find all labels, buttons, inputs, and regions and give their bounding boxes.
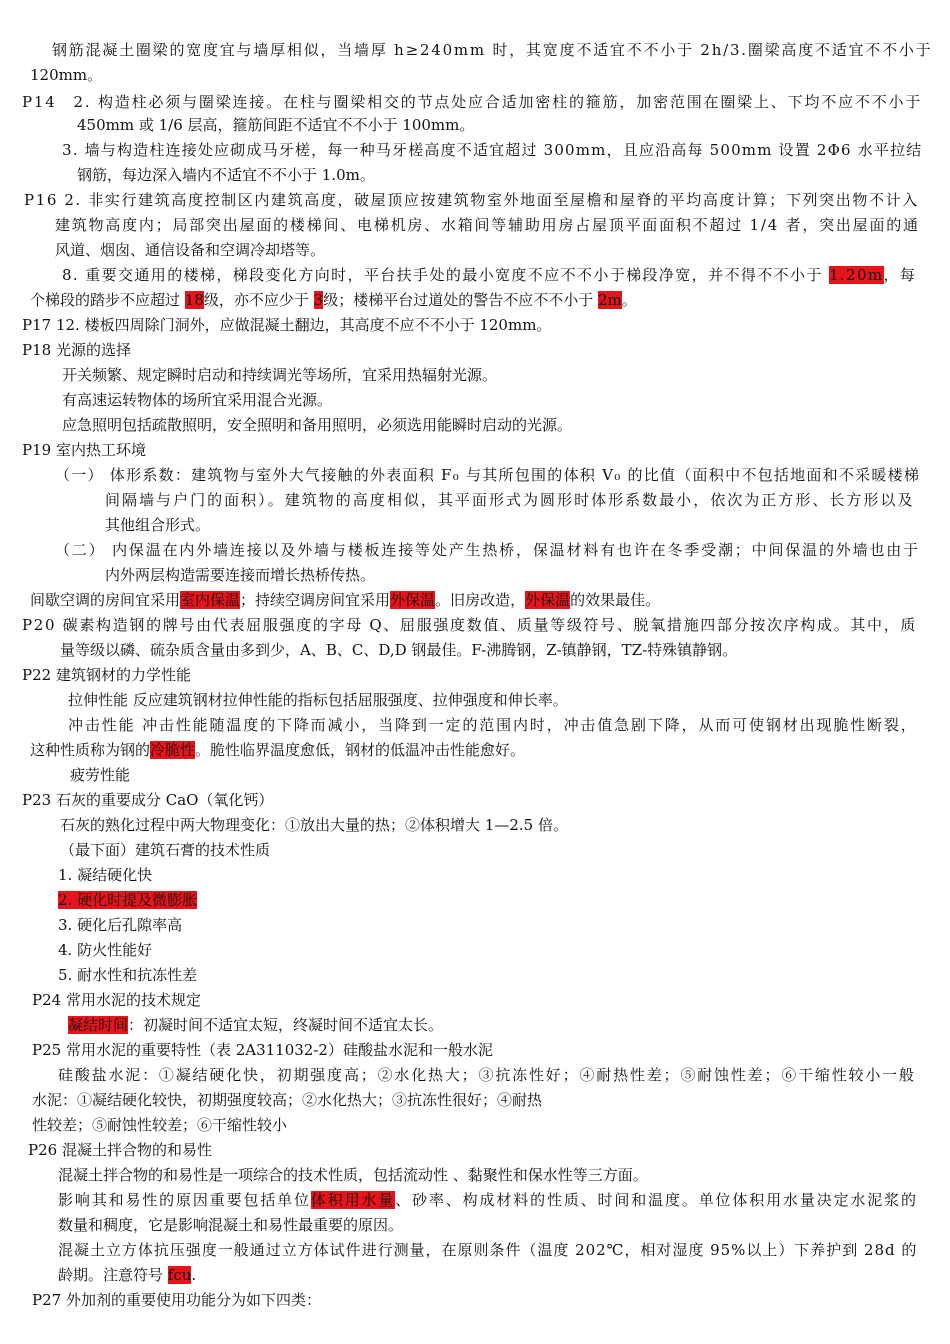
text-line xyxy=(22,665,191,685)
text-run: 。脆性临界温度愈低，钢材的低温冲击性能愈好。 xyxy=(195,741,526,759)
text-run: 5. 耐水性和抗冻性差 xyxy=(58,966,198,984)
text-line xyxy=(55,540,920,560)
text-run: 风道、烟囱、通信设备和空调冷却塔等。 xyxy=(55,241,326,259)
highlighted-text: 外保温 xyxy=(390,591,436,609)
text-run: P17 12. 楼板四周除门洞外，应做混凝土翻边，其高度不应不不小于 120mm。 xyxy=(22,316,552,334)
text-run: 间歇空调的房间宜采用 xyxy=(30,591,181,609)
highlighted-text: 1.20m xyxy=(828,266,884,284)
text-line xyxy=(105,565,375,585)
highlighted-text: 凝结时间 xyxy=(68,1016,129,1034)
text-run: 量等级以磷、硫杂质含量由多到少，A、B、C、D,D 钢最佳。F-沸腾钢，Z-镇静钢，TZ-特殊镇静钢。 xyxy=(60,641,738,659)
text-line xyxy=(58,915,182,935)
highlighted-text: 外保温 xyxy=(525,591,571,609)
text-line xyxy=(58,1065,916,1085)
text-line xyxy=(55,240,325,260)
text-line xyxy=(105,490,914,510)
text-run: 8. 重要交通用的楼梯，梯段变化方向时，平台扶手处的最小宽度不应不不小于梯段净宽，并不得不不小于 xyxy=(62,266,829,284)
text-line xyxy=(105,515,210,535)
text-run: （二） 内保温在内外墙连接以及外墙与楼板连接等处产生热桥，保温材料有也许在冬季受潮；中间保温的外墙也由于 xyxy=(55,541,920,559)
text-line xyxy=(55,215,920,235)
text-run: 疲劳性能 xyxy=(70,766,131,784)
text-run: 混凝土拌合物的和易性是一项综合的技术性质，包括流动性 、黏聚性和保水性等三方面。 xyxy=(58,1166,648,1184)
text-line xyxy=(68,1015,443,1035)
text-run: 120mm。 xyxy=(30,66,103,84)
text-line xyxy=(22,790,273,810)
text-run: 3. 硬化后孔隙率高 xyxy=(58,916,183,934)
text-run: P20 碳素构造钢的牌号由代表屈服强度的字母 Q、屈服强度数值、质量等级符号、脱氧措施四部分按次序构成。其中，质 xyxy=(22,616,918,634)
text-line xyxy=(24,190,919,210)
text-line xyxy=(58,1215,403,1235)
text-line xyxy=(77,165,375,185)
highlighted-text: 18 xyxy=(184,291,204,309)
text-line xyxy=(62,265,916,285)
text-run: 间隔墙与户门的面积）。建筑物的高度相似，其平面形式为圆形时体形系数最小，依次为正方形、长方形以及 xyxy=(105,491,915,509)
text-run: 钢筋混凝土圈梁的宽度宜与墙厚相似，当墙厚 h≥240mm 时，其宽度不适宜不不小于 2h/3.圈梁高度不适宜不不小于 xyxy=(52,41,933,59)
text-run: 龄期。注意符号 xyxy=(58,1266,168,1284)
text-line xyxy=(62,390,332,410)
text-run: 个梯段的踏步不应超过 xyxy=(30,291,185,309)
text-line xyxy=(22,92,922,112)
highlighted-text: 2. 硬化时提及微膨胀 xyxy=(58,891,198,909)
text-run: 3. 墙与构造柱连接处应砌成马牙槎，每一种马牙槎高度不适宜超过 300mm，且应沿高每 500mm 设置 2Φ6 水平拉结 xyxy=(62,141,923,159)
text-line xyxy=(62,140,922,160)
text-line xyxy=(58,1240,917,1260)
text-run: 影响其和易性的原因重要包括单位 xyxy=(58,1191,311,1209)
text-line xyxy=(32,990,201,1010)
text-run: 的效果最佳。 xyxy=(570,591,661,609)
text-run: ：初凝时间不适宜太短，终凝时间不适宜太长。 xyxy=(128,1016,444,1034)
text-line xyxy=(77,115,474,135)
text-run: 应急照明包括疏散照明，安全照明和备用照明，必须选用能瞬时启动的光源。 xyxy=(62,416,573,434)
text-line xyxy=(58,1190,918,1210)
text-run: P16 2. 非实行建筑高度控制区内建筑高度，破屋顶应按建筑物室外地面至屋檐和屋脊的平均高度计算；下列突出物不计入 xyxy=(24,191,919,209)
highlighted-text: 2m xyxy=(597,291,622,309)
text-line xyxy=(58,1165,648,1185)
text-line xyxy=(30,740,525,760)
text-run: P19 室内热工环境 xyxy=(22,441,146,459)
text-run: P24 常用水泥的技术规定 xyxy=(32,991,201,1009)
highlighted-text: 3 xyxy=(313,291,324,309)
text-run: 450mm 或 1/6 层高，箍筋间距不适宜不不小于 100mm。 xyxy=(77,116,475,134)
text-line xyxy=(62,415,572,435)
text-line xyxy=(30,65,102,85)
text-line xyxy=(58,965,197,985)
text-run: P22 建筑钢材的力学性能 xyxy=(22,666,191,684)
text-run: 级；楼梯平台过道处的警告不应不不小于 xyxy=(323,291,598,309)
text-run: 性较差；⑤耐蚀性较差；⑥干缩性较小 xyxy=(32,1116,288,1134)
text-line xyxy=(68,715,918,735)
text-run: 建筑物高度内；局部突出屋面的楼梯间、电梯机房、水箱间等辅助用房占屋顶平面面积不超过 1/4 者，突出屋面的通 xyxy=(55,216,920,234)
text-run: 数量和稠度，它是影响混凝土和易性最重要的原因。 xyxy=(58,1216,404,1234)
highlighted-text: 体积用水量 xyxy=(310,1191,396,1209)
text-line xyxy=(22,440,146,460)
text-line xyxy=(58,865,152,885)
text-line xyxy=(22,340,131,360)
text-run: 水泥：①凝结硬化较快，初期强度较高；②水化热大；③抗冻性很好；④耐热 xyxy=(32,1091,543,1109)
text-line xyxy=(32,1115,287,1135)
text-run: 其他组合形式。 xyxy=(105,516,211,534)
text-run: P23 石灰的重要成分 CaO（氧化钙） xyxy=(22,791,274,809)
text-run: 级，亦不应少于 xyxy=(203,291,314,309)
text-run: P18 光源的选择 xyxy=(22,341,131,359)
text-run: ；持续空调房间宜采用 xyxy=(240,591,391,609)
text-run: 钢筋，每边深入墙内不适宜不不小于 1.0m。 xyxy=(77,166,375,184)
text-line xyxy=(60,815,568,835)
text-run: 冲击性能 冲击性能随温度的下降而减小，当降到一定的范围内时，冲击值急剧下降，从而可使钢材出现脆性断裂， xyxy=(68,716,918,734)
text-run: 石灰的熟化过程中两大物理变化：①放出大量的热；②体积增大 1—2.5 倍。 xyxy=(60,816,568,834)
text-line xyxy=(58,890,197,910)
text-run: . xyxy=(191,1266,197,1284)
text-line xyxy=(22,615,917,635)
text-run: 拉伸性能 反应建筑钢材拉伸性能的指标包括屈服强度、拉伸强度和伸长率。 xyxy=(68,691,568,709)
text-line xyxy=(30,590,660,610)
text-line xyxy=(68,690,568,710)
text-run: P26 混凝土拌合物的和易性 xyxy=(28,1141,212,1159)
text-run: 这种性质称为钢的 xyxy=(30,741,151,759)
text-run: 1. 凝结硬化快 xyxy=(58,866,153,884)
text-run: 混凝土立方体抗压强度一般通过立方体试件进行测量，在原则条件（温度 202℃，相对湿度 95%以上）下养护到 28d 的 xyxy=(58,1241,918,1259)
text-line xyxy=(28,1140,212,1160)
text-line xyxy=(70,765,130,785)
highlighted-text: fcu xyxy=(167,1266,192,1284)
text-run: 有高速运转物体的场所宜采用混合光源。 xyxy=(62,391,333,409)
text-run: ，每 xyxy=(883,266,917,284)
text-run: 。 xyxy=(621,291,637,309)
text-run: P14 2. 构造柱必须与圈梁连接。在柱与圈梁相交的节点处应合适加密柱的箍筋，加密范围在圈梁上、下均不应不不小于 xyxy=(22,93,923,111)
text-line xyxy=(52,40,932,60)
text-line xyxy=(30,290,637,310)
text-run: P27 外加剂的重要使用功能分为如下四类： xyxy=(32,1291,321,1309)
text-run: 内外两层构造需要连接而增长热桥传热。 xyxy=(105,566,376,584)
text-line xyxy=(58,1265,196,1285)
text-run: 开关频繁、规定瞬时启动和持续调光等场所，宜采用热辐射光源。 xyxy=(62,366,498,384)
text-run: 、砂率、构成材料的性质、时间和温度。单位体积用水量决定水泥浆的 xyxy=(395,1191,918,1209)
text-run: 。旧房改造， xyxy=(435,591,526,609)
text-line xyxy=(22,315,551,335)
text-line xyxy=(32,1290,321,1310)
text-run: 硅酸盐水泥：①凝结硬化快，初期强度高；②水化热大；③抗冻性好；④耐热性差；⑤耐蚀性差；⑥干缩性较小一般 xyxy=(58,1066,916,1084)
text-line xyxy=(32,1040,493,1060)
text-run: （一） 体形系数：建筑物与室外大气接触的外表面积 F₀ 与其所包围的体积 V₀ 的比值（面积中不包括地面和不采暖楼梯 xyxy=(55,466,921,484)
text-line xyxy=(55,465,920,485)
text-run: （最下面）建筑石膏的技术性质 xyxy=(60,841,271,859)
text-run: P25 常用水泥的重要特性（表 2A311032-2）硅酸盐水泥和一般水泥 xyxy=(32,1041,493,1059)
highlighted-text: 室内保温 xyxy=(180,591,241,609)
text-line xyxy=(58,940,152,960)
highlighted-text: 冷脆性 xyxy=(150,741,196,759)
text-line xyxy=(60,840,270,860)
text-line xyxy=(32,1090,542,1110)
text-line xyxy=(62,365,497,385)
text-run: 4. 防火性能好 xyxy=(58,941,153,959)
text-line xyxy=(60,640,737,660)
